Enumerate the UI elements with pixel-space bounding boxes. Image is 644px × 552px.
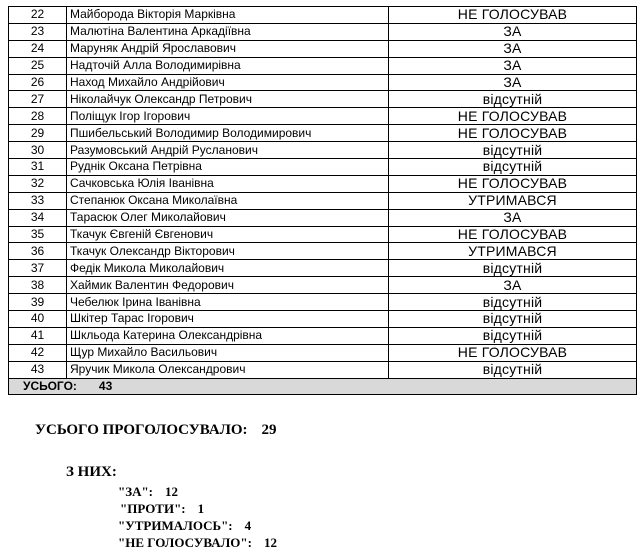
stat-abstained-label: "УТРИМАЛОСЬ": xyxy=(118,518,233,533)
deputy-name: Разумовський Андрій Русланович xyxy=(67,142,389,159)
deputy-name: Надточій Алла Володимирівна xyxy=(67,57,389,74)
row-number: 30 xyxy=(9,142,67,159)
vote-result: НЕ ГОЛОСУВАВ xyxy=(389,125,637,142)
table-row xyxy=(9,277,637,294)
vote-result: НЕ ГОЛОСУВАВ xyxy=(389,7,637,24)
stat-abstained-value: 4 xyxy=(244,518,252,533)
row-number: 29 xyxy=(9,125,67,142)
vote-result: УТРИМАВСЯ xyxy=(389,192,637,209)
vote-result: ЗА xyxy=(389,277,637,294)
table-row xyxy=(9,125,637,142)
vote-result: УТРИМАВСЯ xyxy=(389,243,637,260)
vote-result: НЕ ГОЛОСУВАВ xyxy=(389,108,637,125)
stat-against-value: 1 xyxy=(197,501,205,516)
vote-result: відсутній xyxy=(389,159,637,176)
row-number: 35 xyxy=(9,226,67,243)
voting-table-body xyxy=(9,7,637,379)
stat-against-label: "ПРОТИ": xyxy=(120,501,186,516)
deputy-name: Шкльода Катерина Олександрівна xyxy=(67,327,389,344)
total-value: 43 xyxy=(98,378,113,393)
total-row xyxy=(9,378,637,394)
deputy-name: Поліщук Ігор Ігорович xyxy=(67,108,389,125)
table-row xyxy=(9,159,637,176)
row-number: 38 xyxy=(9,277,67,294)
stat-for-label: "ЗА": xyxy=(118,484,154,499)
table-row xyxy=(9,226,637,243)
vote-result: відсутній xyxy=(389,142,637,159)
table-row xyxy=(9,40,637,57)
vote-result: НЕ ГОЛОСУВАВ xyxy=(389,226,637,243)
row-number: 32 xyxy=(9,175,67,192)
vote-result: ЗА xyxy=(389,74,637,91)
table-row xyxy=(9,361,637,378)
deputy-name: Маруняк Андрій Ярославович xyxy=(67,40,389,57)
row-number: 33 xyxy=(9,192,67,209)
table-row xyxy=(9,294,637,311)
table-row xyxy=(9,74,637,91)
vote-result: відсутній xyxy=(389,91,637,108)
table-row xyxy=(9,192,637,209)
vote-result: відсутній xyxy=(389,361,637,378)
table-row xyxy=(9,108,637,125)
row-number: 23 xyxy=(9,23,67,40)
deputy-name: Чебелюк Ірина Іванівна xyxy=(67,294,389,311)
summary-voted xyxy=(35,422,277,439)
row-number: 39 xyxy=(9,294,67,311)
table-row xyxy=(9,243,637,260)
vote-result: ЗА xyxy=(389,40,637,57)
total-label: УСЬОГО: xyxy=(23,378,77,393)
table-row xyxy=(9,175,637,192)
table-row xyxy=(9,311,637,328)
summary-voted-value: 29 xyxy=(261,422,277,438)
table-row xyxy=(9,91,637,108)
deputy-name: Тарасюк Олег Миколайович xyxy=(67,209,389,226)
row-number: 43 xyxy=(9,361,67,378)
deputy-name: Пшибельський Володимир Володимирович xyxy=(67,125,389,142)
row-number: 28 xyxy=(9,108,67,125)
table-row xyxy=(9,57,637,74)
vote-result: НЕ ГОЛОСУВАВ xyxy=(389,175,637,192)
stat-against xyxy=(120,501,204,517)
stat-not-voted-label: "НЕ ГОЛОСУВАЛО": xyxy=(118,535,252,550)
vote-result: ЗА xyxy=(389,57,637,74)
stat-for xyxy=(118,484,178,500)
table-row xyxy=(9,344,637,361)
row-number: 41 xyxy=(9,327,67,344)
vote-result: відсутній xyxy=(389,311,637,328)
table-row xyxy=(9,23,637,40)
voting-table xyxy=(8,6,637,395)
vote-result: відсутній xyxy=(389,260,637,277)
deputy-name: Хаймик Валентин Федорович xyxy=(67,277,389,294)
row-number: 34 xyxy=(9,209,67,226)
row-number: 40 xyxy=(9,311,67,328)
summary-voted-label: УСЬОГО ПРОГОЛОСУВАЛО: xyxy=(35,422,248,438)
vote-result: ЗА xyxy=(389,23,637,40)
table-row xyxy=(9,142,637,159)
row-number: 37 xyxy=(9,260,67,277)
deputy-name: Ткачук Олександр Вікторович xyxy=(67,243,389,260)
deputy-name: Майборода Вікторія Марківна xyxy=(67,7,389,24)
row-number: 36 xyxy=(9,243,67,260)
of-them-label: З НИХ: xyxy=(66,464,117,480)
table-row xyxy=(9,209,637,226)
deputy-name: Федік Микола Миколайович xyxy=(67,260,389,277)
deputy-name: Яручик Микола Олександрович xyxy=(67,361,389,378)
table-row xyxy=(9,260,637,277)
deputy-name: Шкітер Тарас Ігорович xyxy=(67,311,389,328)
deputy-name: Сачковська Юлія Іванівна xyxy=(67,175,389,192)
stat-abstained xyxy=(118,518,251,534)
row-number: 27 xyxy=(9,91,67,108)
deputy-name: Наход Михайло Андрійович xyxy=(67,74,389,91)
stat-not-voted-value: 12 xyxy=(263,535,277,550)
row-number: 24 xyxy=(9,40,67,57)
vote-result: ЗА xyxy=(389,209,637,226)
total-cell xyxy=(9,378,637,394)
deputy-name: Руднік Оксана Петрівна xyxy=(67,159,389,176)
table-row xyxy=(9,7,637,24)
table-row xyxy=(9,327,637,344)
vote-result: відсутній xyxy=(389,294,637,311)
row-number: 22 xyxy=(9,7,67,24)
deputy-name: Ніколайчук Олександр Петрович xyxy=(67,91,389,108)
deputy-name: Малютіна Валентина Аркадіївна xyxy=(67,23,389,40)
deputy-name: Ткачук Євгеній Євгенович xyxy=(67,226,389,243)
vote-result: НЕ ГОЛОСУВАВ xyxy=(389,344,637,361)
deputy-name: Щур Михайло Васильович xyxy=(67,344,389,361)
stat-not-voted xyxy=(118,535,277,551)
vote-result: відсутній xyxy=(389,327,637,344)
stat-for-value: 12 xyxy=(165,484,179,499)
row-number: 31 xyxy=(9,159,67,176)
deputy-name: Степанюк Оксана Миколаївна xyxy=(67,192,389,209)
row-number: 42 xyxy=(9,344,67,361)
row-number: 26 xyxy=(9,74,67,91)
row-number: 25 xyxy=(9,57,67,74)
